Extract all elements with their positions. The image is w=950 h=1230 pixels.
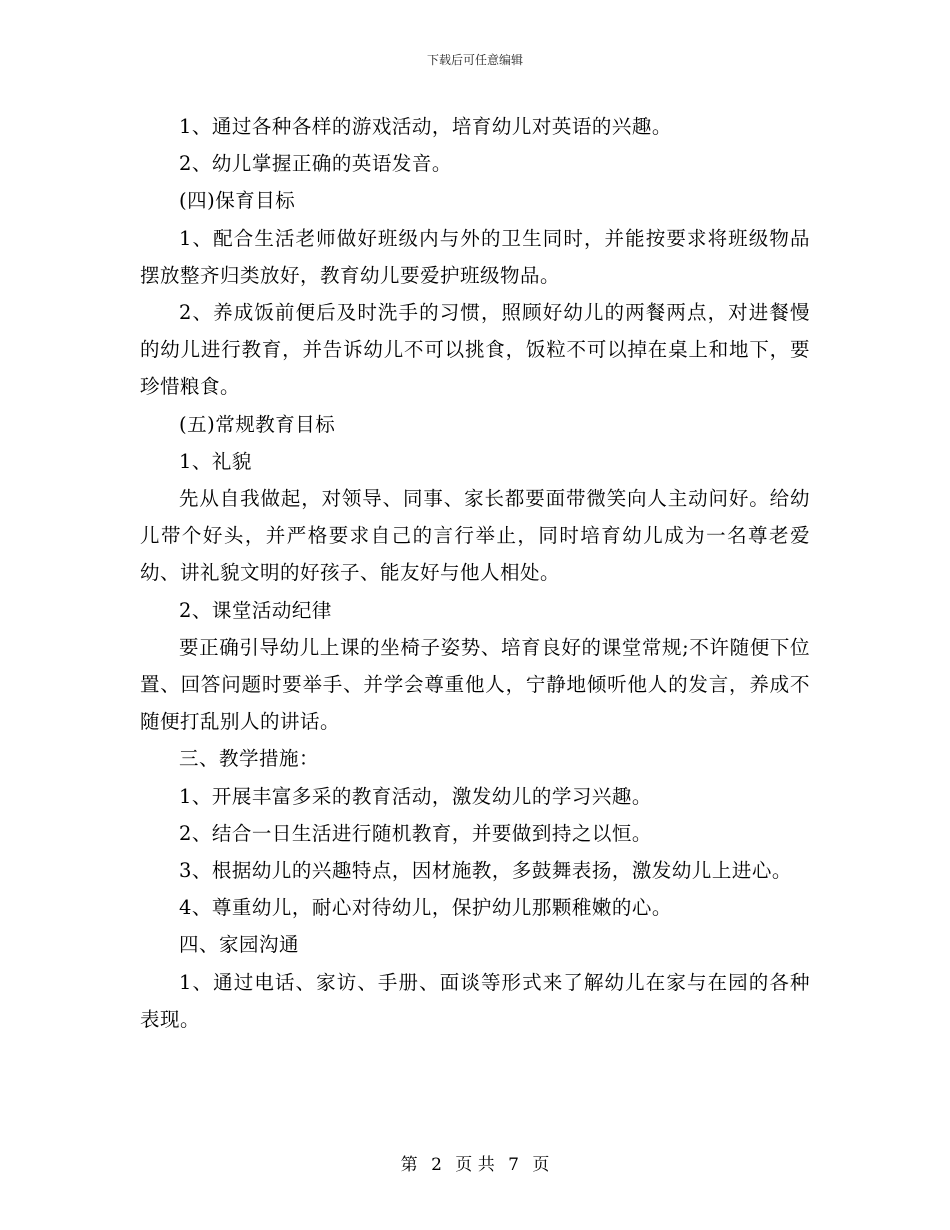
paragraph: 先从自我做起，对领导、同事、家长都要面带微笑向人主动问好。给幼儿带个好头，并严格要求自己的言行举止，同时培育幼儿成为一名尊老爱幼、讲礼貌文明的好孩子、能友好与他人相处。 xyxy=(140,487,810,585)
page-header: 下载后可任意编辑 xyxy=(426,53,523,67)
paragraph: 1、开展丰富多采的教育活动，激发幼儿的学习兴趣。 xyxy=(179,784,652,808)
current-page-number: 2 xyxy=(431,1155,442,1175)
paragraph: 1、配合生活老师做好班级内与外的卫生同时，并能按要求将班级物品摆放整齐归类放好，教育幼儿要爱护班级物品。 xyxy=(140,226,810,287)
paragraph: 2、养成饭前便后及时洗手的习惯，照顾好幼儿的两餐两点，对进餐慢的幼儿进行教育，并告诉幼儿不可以挑食，饭粒不可以掉在桌上和地下，要珍惜粮食。 xyxy=(140,301,810,399)
paragraph: 3、根据幼儿的兴趣特点，因材施教，多鼓舞表扬，激发幼儿上进心。 xyxy=(179,859,792,883)
section-heading: (五)常规教育目标 xyxy=(179,412,336,436)
paragraph: 1、通过电话、家访、手册、面谈等形式来了解幼儿在家与在园的各种表现。 xyxy=(140,970,810,1031)
section-heading: 三、教学措施： xyxy=(179,747,320,771)
paragraph: 2、幼儿掌握正确的英语发音。 xyxy=(179,152,452,176)
page-footer xyxy=(0,1154,950,1176)
section-heading: 四、家园沟通 xyxy=(179,933,300,957)
total-page-count: 7 xyxy=(508,1155,519,1175)
paragraph: 1、通过各种各样的游戏活动，培育幼儿对英语的兴趣。 xyxy=(179,115,672,138)
document-body xyxy=(140,108,810,1038)
paragraph: 2、结合一日生活进行随机教育，并要做到持之以恒。 xyxy=(179,821,652,845)
paragraph: 4、尊重幼儿，耐心对待幼儿，保护幼儿那颗稚嫩的心。 xyxy=(179,896,672,920)
paragraph: 要正确引导幼儿上课的坐椅子姿势、培育良好的课堂常规;不许随便下位置、回答问题时要举手、并学会尊重他人，宁静地倾听他人的发言，养成不随便打乱别人的讲话。 xyxy=(140,635,810,734)
page-label-middle: 页 共 xyxy=(455,1155,495,1175)
subsection-heading: 2、课堂活动纪律 xyxy=(179,598,332,622)
subsection-heading: 1、礼貌 xyxy=(179,449,252,473)
section-heading: (四)保育目标 xyxy=(179,189,296,213)
page-label-prefix: 第 xyxy=(400,1155,418,1175)
page-label-suffix: 页 xyxy=(532,1155,550,1175)
